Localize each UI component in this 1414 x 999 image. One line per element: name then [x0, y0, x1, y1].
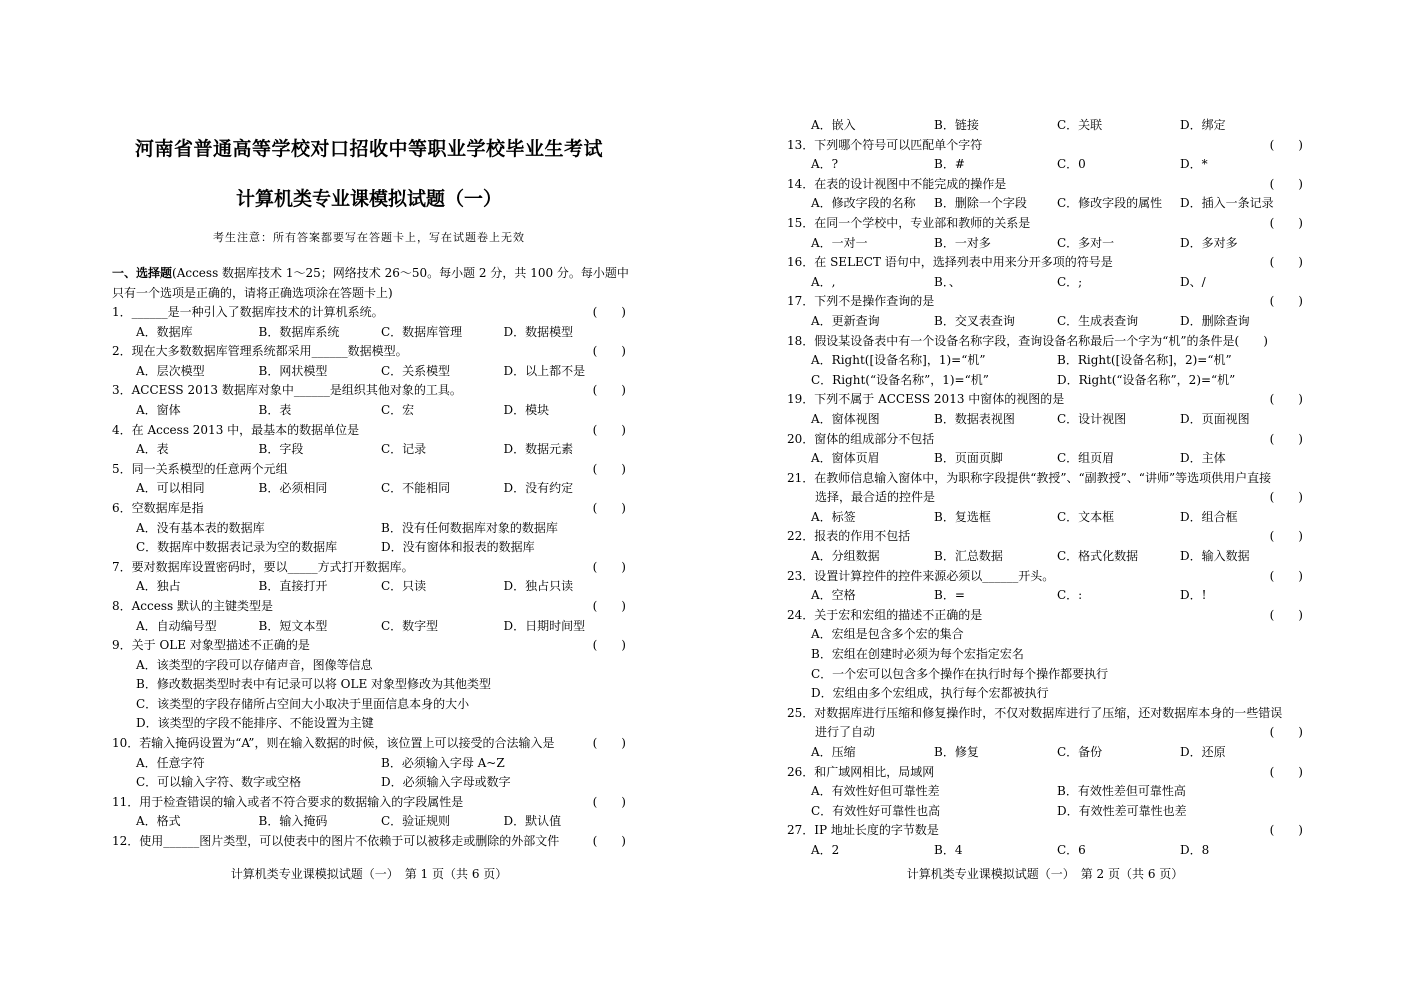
option-q24-a: A．宏组是包含多个宏的集合	[811, 627, 964, 642]
answer-paren: ( )	[592, 305, 626, 319]
candidate-notice: 考生注意：所有答案都要写在答题卡上，写在试题卷上无效	[213, 231, 525, 244]
question-list-page-2	[787, 116, 1303, 861]
question-22: 22．报表的作用不包括 ( )	[787, 527, 1303, 547]
options-q10-row1: A．任意字符 B．必须输入字母 A~Z	[136, 755, 505, 770]
answer-paren: ( )	[1269, 764, 1303, 779]
answer-paren: ( )	[1269, 215, 1303, 230]
answer-paren: ( )	[592, 598, 626, 613]
answer-paren: ( )	[1269, 725, 1303, 740]
options-q3: A．窗体 B．表 C．宏 D．模块	[136, 402, 550, 417]
answer-paren: ( )	[592, 559, 626, 574]
answer-paren: ( )	[1269, 490, 1303, 505]
options-q12: A．嵌入 B．链接 C．关联 D．绑定	[811, 118, 1226, 132]
option-q9-d: D．该类型的字段不能排序、不能设置为主键	[136, 716, 374, 731]
answer-paren: ( )	[1269, 823, 1303, 838]
question-6: 6．空数据库是指 ( )	[112, 499, 626, 519]
question-26: 26．和广域网相比，局域网 ( )	[787, 763, 1303, 783]
question-18: 18．假设某设备表中有一个设备名称字段，查询设备名称最后一个字为“机”的条件是( )	[787, 333, 1268, 348]
answer-paren: ( )	[592, 736, 626, 751]
question-list-page-1	[112, 263, 629, 852]
option-q24-b: B．宏组在创建时必须为每个宏指定宏名	[811, 647, 1024, 662]
options-q11: A．格式 B．输入掩码 C．验证规则 D．默认值	[136, 814, 562, 829]
exam-title: 河南省普通高等学校对口招收中等职业学校毕业生考试	[134, 138, 603, 160]
options-q27: A．2 B．4 C．6 D．8	[811, 842, 1210, 857]
options-q13: A．? B．# C．0 D．*	[811, 157, 1208, 172]
question-2: 2．现在大多数数据库管理系统都采用______数据模型。 ( )	[112, 342, 626, 362]
question-9: 9．关于 OLE 对象型描述不正确的是 ( )	[112, 636, 626, 656]
options-q18-row2: C．Right(“设备名称”，1)=“机” D．Right(“设备名称”，2)=“机”	[811, 372, 1236, 387]
options-q1: A．数据库 B．数据库系统 C．数据库管理 D．数据模型	[136, 324, 574, 339]
options-q8: A．自动编号型 B．短文本型 C．数字型 D．日期时间型	[136, 618, 586, 633]
options-q25: A．压缩 B．修复 C．备份 D．还原	[811, 745, 1226, 759]
question-24: 24．关于宏和宏组的描述不正确的是 ( )	[787, 606, 1303, 626]
question-16: 16．在 SELECT 语句中，选择列表中用来分开多项的符号是 ( )	[787, 253, 1303, 273]
section-instructions-line2: 只有一个选项是正确的，请将正确选项涂在答题卡上)	[112, 286, 393, 300]
question-21-cont: 选择，最合适的控件是 ( )	[787, 488, 1303, 508]
answer-paren: ( )	[592, 500, 626, 515]
question-17: 17．下列不是操作查询的是 ( )	[787, 292, 1303, 312]
answer-paren: ( )	[1269, 255, 1303, 270]
options-q6-row2: C．数据库中数据表记录为空的数据库 D．没有窗体和报表的数据库	[136, 540, 535, 555]
section-instructions	[112, 263, 629, 283]
question-19: 19．下列不属于 ACCESS 2013 中窗体的视图的是 ( )	[787, 390, 1303, 410]
options-q19: A．窗体视图 B．数据表视图 C．设计视图 D．页面视图	[811, 411, 1250, 426]
options-q6-row1: A．没有基本表的数据库 B．没有任何数据库对象的数据库	[136, 520, 558, 535]
answer-paren: ( )	[1269, 431, 1303, 446]
answer-paren: ( )	[1269, 294, 1303, 309]
question-25-cont: 进行了自动 ( )	[787, 723, 1303, 743]
answer-paren: ( )	[1269, 392, 1303, 407]
question-15: 15．在同一个学校中，专业部和教师的关系是 ( )	[787, 214, 1303, 234]
answer-paren: ( )	[592, 422, 626, 437]
question-1: 1．______是一种引入了数据库技术的计算机系统。 ( )	[112, 303, 626, 323]
question-3: 3．ACCESS 2013 数据库对象中______是组织其他对象的工具。 ( )	[112, 381, 626, 401]
question-8: 8．Access 默认的主键类型是 ( )	[112, 597, 626, 617]
options-q26-row2: C．有效性好可靠性也高 D．有效性差可靠性也差	[811, 803, 1187, 818]
answer-paren: ( )	[592, 834, 626, 849]
page-footer: 计算机类专业课模拟试题（一） 第 2 页（共 6 页）	[906, 867, 1184, 881]
question-14: 14．在表的设计视图中不能完成的操作是 ( )	[787, 175, 1303, 195]
section-heading: 一、选择题	[112, 266, 173, 280]
options-q18-row1: A．Right([设备名称]，1)=“机” B．Right([设备名称]，2)=“机”	[811, 353, 1232, 368]
options-q2: A．层次模型 B．网状模型 C．关系模型 D．以上都不是	[136, 363, 586, 378]
options-q10-row2: C．可以输入字符、数字或空格 D．必须输入字母或数字	[136, 775, 511, 790]
page-footer: 计算机类专业课模拟试题（一） 第 1 页（共 6 页）	[230, 867, 508, 881]
answer-paren: ( )	[1269, 176, 1303, 191]
answer-paren: ( )	[1269, 529, 1303, 544]
question-21: 21．在教师信息输入窗体中，为职称字段提供“教授”、“副教授”、“讲师”等选项供用户直接	[787, 470, 1272, 485]
options-q23: A．空格 B．= C．: D．!	[811, 588, 1207, 603]
question-25: 25．对数据库进行压缩和修复操作时，不仅对数据库进行了压缩，还对数据库本身的一些错误	[787, 705, 1283, 720]
option-q9-c: C．该类型的字段存储所占空间大小取决于里面信息本身的大小	[136, 696, 470, 711]
question-4: 4．在 Access 2013 中，最基本的数据单位是 ( )	[112, 421, 626, 441]
option-q9-a: A．该类型的字段可以存储声音，图像等信息	[136, 657, 373, 672]
question-13: 13．下列哪个符号可以匹配单个字符 ( )	[787, 136, 1303, 156]
section-instructions-text: (Access 数据库技术 1～25；网络技术 26～50。每小题 2 分，共 100 分。每小题中	[172, 266, 629, 280]
options-q14: A．修改字段的名称 B．删除一个字段 C．修改字段的属性 D．插入一条记录	[811, 196, 1274, 211]
options-q7: A．独占 B．直接打开 C．只读 D．独占只读	[136, 579, 574, 594]
option-q24-d: D．宏组由多个宏组成，执行每个宏都被执行	[811, 686, 1049, 701]
options-q21: A．标签 B．复选框 C．文本框 D．组合框	[811, 509, 1238, 524]
exam-subtitle: 计算机类专业课模拟试题（一）	[235, 188, 502, 210]
question-27: 27．IP 地址长度的字节数是 ( )	[787, 821, 1303, 841]
answer-paren: ( )	[592, 794, 626, 809]
question-20: 20．窗体的组成部分不包括 ( )	[787, 430, 1303, 450]
question-7: 7．要对数据库设置密码时，要以_____方式打开数据库。 ( )	[112, 558, 626, 578]
question-5: 5．同一关系模型的任意两个元组 ( )	[112, 460, 626, 480]
question-12: 12．使用______图片类型，可以使表中的图片不依赖于可以被移走或删除的外部文件 ( )	[112, 832, 626, 852]
question-10: 10．若输入掩码设置为“A”，则在输入数据的时候，该位置上可以接受的合法输入是 ( )	[112, 734, 626, 754]
option-q24-c: C．一个宏可以包含多个操作在执行时每个操作都要执行	[811, 666, 1109, 681]
answer-paren: ( )	[592, 461, 626, 476]
options-q17: A．更新查询 B．交叉表查询 C．生成表查询 D．删除查询	[811, 313, 1250, 328]
answer-paren: ( )	[1269, 137, 1303, 152]
question-11: 11．用于检查错误的输入或者不符合要求的数据输入的字段属性是 ( )	[112, 793, 626, 813]
option-q9-b: B．修改数据类型时表中有记录可以将 OLE 对象型修改为其他类型	[136, 677, 492, 692]
answer-paren: ( )	[1269, 568, 1303, 583]
answer-paren: ( )	[1269, 607, 1303, 622]
options-q20: A．窗体页眉 B．页面页脚 C．组页眉 D．主体	[811, 451, 1226, 466]
answer-paren: ( )	[592, 344, 626, 359]
question-23: 23．设置计算控件的控件来源必须以______开头。 ( )	[787, 567, 1303, 587]
answer-paren: ( )	[592, 383, 626, 398]
options-q22: A．分组数据 B．汇总数据 C．格式化数据 D．输入数据	[811, 549, 1250, 564]
options-q5: A．可以相同 B．必须相同 C．不能相同 D．没有约定	[136, 481, 574, 496]
options-q26-row1: A．有效性好但可靠性差 B．有效性差但可靠性高	[811, 784, 1186, 799]
answer-paren: ( )	[592, 638, 626, 653]
options-q15: A．一对一 B．一对多 C．多对一 D．多对多	[811, 235, 1238, 250]
options-q16: A．, B．、 C．; D、/	[811, 274, 1206, 289]
options-q4: A．表 B．字段 C．记录 D．数据元素	[136, 442, 574, 457]
